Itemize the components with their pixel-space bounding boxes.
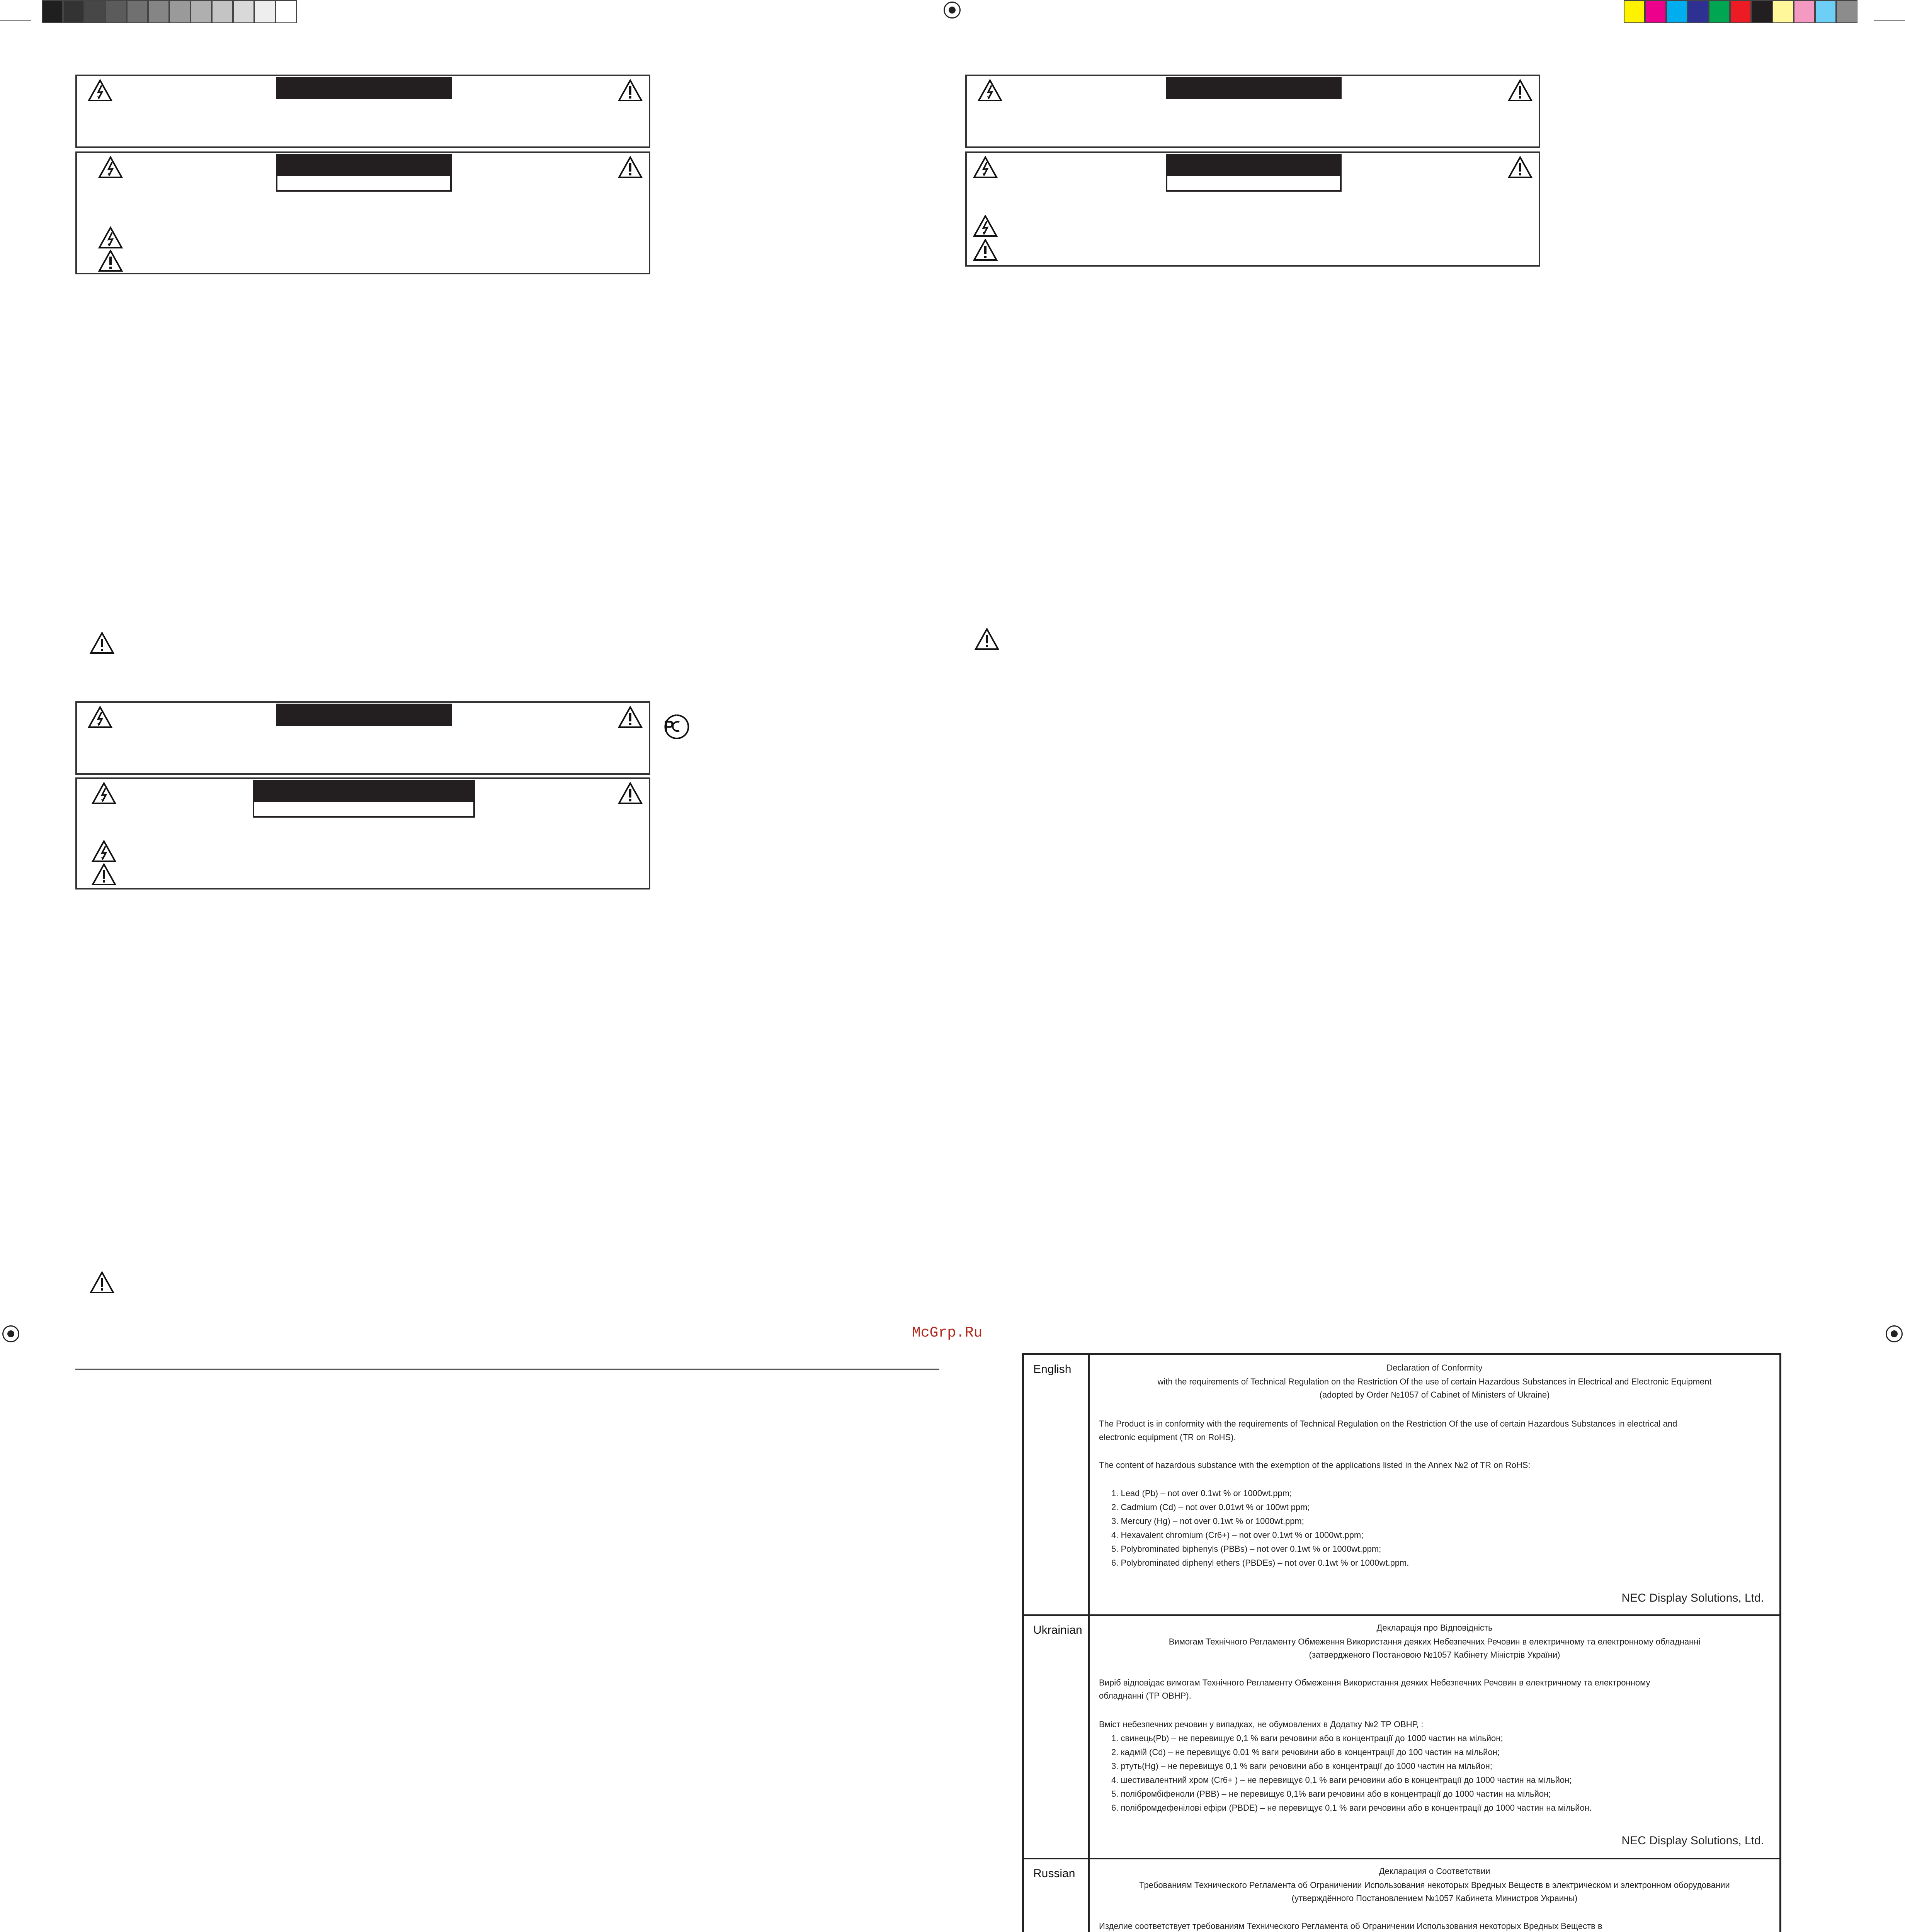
color-swatch: [1794, 0, 1815, 23]
gray-swatch: [105, 0, 127, 23]
list-item: 6. Polybrominated diphenyl ethers (PBDEs) – not over 0.1wt % or 1000wt.ppm.: [1111, 1558, 1409, 1568]
gray-swatch: [148, 0, 169, 23]
color-swatch: [1645, 0, 1666, 23]
warning-box: [75, 75, 650, 148]
declaration-content: [1090, 1616, 1779, 1858]
svg-text:P: P: [664, 718, 674, 735]
crop-mark: [1874, 20, 1905, 21]
declaration-title: Декларация о Соответствии: [1379, 1866, 1490, 1876]
electric-shock-icon: [92, 782, 116, 804]
watermark: McGrp.Ru: [912, 1325, 983, 1341]
signature: NEC Display Solutions, Ltd.: [1621, 1592, 1764, 1604]
electric-shock-icon: [98, 226, 123, 249]
warning-triangle-icon: [1508, 79, 1533, 102]
gray-swatch: [254, 0, 276, 23]
list-item: 4. шестивалентний хром (Cr6+ ) – не перевищує 0,1 % ваги речовини або в концентрації до 1000 частин на мільйон;: [1111, 1775, 1572, 1785]
language-label: Ukrainian: [1024, 1616, 1090, 1858]
registration-mark-right: [1886, 1325, 1903, 1342]
electric-shock-icon: [88, 706, 112, 728]
declaration-of-conformity-table: [1022, 1353, 1781, 1932]
declaration-paragraph: Изделие соответствует требованиям Технического Регламента об Ограничении Использования некоторых Вредных Веществ в: [1099, 1921, 1602, 1931]
list-item: 5. Polybrominated biphenyls (PBBs) – not over 0.1wt % or 1000wt.ppm;: [1111, 1544, 1381, 1554]
declaration-paragraph: The content of hazardous substance with the exemption of the applications listed in the Annex №2 of TR on RoHS:: [1099, 1460, 1531, 1470]
gray-swatch: [42, 0, 63, 23]
caution-label-bar: [253, 780, 475, 802]
list-item: 3. Mercury (Hg) – not over 0.1wt % or 1000wt.ppm;: [1111, 1516, 1304, 1526]
declaration-content: [1090, 1859, 1779, 1932]
list-item: 6. полібромдефенілові ефіри (PBDE) – не перевищує 0,1 % ваги речовини або в концентрації до 1000 частин на мільйон.: [1111, 1803, 1592, 1813]
language-label: Russian: [1024, 1859, 1090, 1932]
registration-mark-top: [944, 2, 961, 19]
declaration-paragraph: The Product is in conformity with the requirements of Technical Regulation on the Restriction Of the use of certain Hazardous Substances in electrical and: [1099, 1419, 1677, 1429]
electric-shock-icon: [88, 79, 112, 102]
pct-certification-icon: [661, 713, 693, 740]
caution-sublabel: [276, 175, 452, 192]
warning-triangle-icon: [98, 250, 123, 272]
declaration-paragraph: Виріб відповідає вимогам Технічного Регламенту Обмеження Використання деяких Небезпечних Речовин в електричному та електронному: [1099, 1678, 1650, 1687]
gray-swatch: [212, 0, 233, 23]
warning-label-bar: [276, 77, 452, 99]
declaration-paragraph: Вміст небезпечних речовин у випадках, не обумовлених в Додатку №2 ТР ОВНР, :: [1099, 1719, 1424, 1729]
declaration-subtitle: Требованиям Технического Регламента об Ограничении Использования некоторых Вредных Веществ в электрическом и электронном оборудовании: [1139, 1880, 1730, 1890]
grayscale-calibration-strip: [42, 0, 297, 23]
declaration-content: [1090, 1355, 1779, 1614]
warning-triangle-icon: [618, 79, 643, 102]
divider: [75, 1369, 939, 1370]
warning-triangle-icon: [618, 782, 643, 804]
declaration-subtitle: (затвердженого Постановою №1057 Кабінету Міністрів України): [1309, 1650, 1560, 1660]
list-item: 2. Cadmium (Cd) – not over 0.01wt % or 100wt ppm;: [1111, 1502, 1310, 1512]
caution-box: [75, 151, 650, 274]
warning-box: [75, 701, 650, 775]
registration-mark-left: [2, 1325, 19, 1342]
list-item: 1. свинець(Pb) – не перевищує 0,1 % ваги речовини або в концентрації до 1000 частин на мільйон;: [1111, 1733, 1503, 1743]
declaration-subtitle: (adopted by Order №1057 of Cabinet of Ministers of Ukraine): [1319, 1390, 1550, 1400]
color-swatch: [1836, 0, 1857, 23]
declaration-title: Декларація про Відповідність: [1376, 1623, 1493, 1633]
warning-triangle-icon: [90, 1271, 114, 1294]
declaration-subtitle: with the requirements of Technical Regulation on the Restriction Of the use of certain Hazardous Substances in Electrical and Electronic Equipment: [1157, 1377, 1712, 1386]
color-calibration-strip: [1624, 0, 1857, 23]
language-label: English: [1024, 1355, 1090, 1614]
warning-label-bar: [1166, 77, 1342, 99]
list-item: 3. ртуть(Hg) – не перевищує 0,1 % ваги речовини або в концентрації до 1000 частин на мільйон;: [1111, 1761, 1492, 1771]
caution-label-bar: [276, 154, 452, 176]
list-item: 4. Hexavalent chromium (Cr6+) – not over 0.1wt % or 1000wt.ppm;: [1111, 1530, 1364, 1540]
electric-shock-icon: [973, 215, 998, 237]
list-item: 2. кадмій (Cd) – не перевищує 0,01 % ваги речовини або в концентрації до 100 частин на мільйон;: [1111, 1747, 1500, 1757]
caution-sublabel: [1166, 175, 1342, 192]
caution-label-bar: [1166, 154, 1342, 176]
caution-sublabel: [253, 801, 475, 818]
signature: NEC Display Solutions, Ltd.: [1621, 1834, 1764, 1847]
color-swatch: [1709, 0, 1730, 23]
color-swatch: [1730, 0, 1751, 23]
gray-swatch: [169, 0, 190, 23]
warning-triangle-icon: [90, 632, 114, 654]
color-swatch: [1751, 0, 1772, 23]
color-swatch: [1624, 0, 1645, 23]
list-item: 5. полібромбіфеноли (PBB) – не перевищує 0,1% ваги речовини або в концентрації до 1000 частин на мільйон;: [1111, 1789, 1551, 1799]
color-swatch: [1772, 0, 1794, 23]
electric-shock-icon: [98, 156, 123, 179]
color-swatch: [1687, 0, 1709, 23]
warning-label-bar: [276, 704, 452, 726]
warning-triangle-icon: [92, 863, 116, 886]
warning-triangle-icon: [975, 628, 999, 650]
declaration-paragraph: обладнанні (ТР ОВНР).: [1099, 1691, 1191, 1701]
gray-swatch: [190, 0, 212, 23]
caution-box: [75, 777, 650, 889]
electric-shock-icon: [978, 79, 1002, 102]
warning-triangle-icon: [618, 706, 643, 728]
crop-mark: [0, 20, 31, 21]
declaration-title: Declaration of Conformity: [1386, 1363, 1483, 1372]
declaration-row-ukrainian: [1024, 1616, 1779, 1859]
gray-swatch: [127, 0, 148, 23]
declaration-row-english: [1024, 1355, 1779, 1616]
gray-swatch: [233, 0, 254, 23]
declaration-row-russian: [1024, 1859, 1779, 1932]
gray-swatch: [84, 0, 105, 23]
declaration-paragraph: electronic equipment (TR on RoHS).: [1099, 1432, 1236, 1442]
electric-shock-icon: [973, 156, 998, 179]
declaration-subtitle: Вимогам Технічного Регламенту Обмеження Використання деяких Небезпечних Речовин в електричному та електронному обладнанні: [1169, 1637, 1701, 1646]
color-swatch: [1815, 0, 1836, 23]
gray-swatch: [276, 0, 297, 23]
list-item: 1. Lead (Pb) – not over 0.1wt % or 1000wt.ppm;: [1111, 1488, 1292, 1498]
declaration-subtitle: (утверждённого Постановлением №1057 Кабинета Министров Украины): [1291, 1893, 1578, 1903]
caution-box: [965, 151, 1540, 267]
gray-swatch: [63, 0, 84, 23]
warning-triangle-icon: [973, 239, 998, 261]
warning-triangle-icon: [1508, 156, 1533, 179]
warning-triangle-icon: [618, 156, 643, 179]
electric-shock-icon: [92, 840, 116, 862]
color-swatch: [1666, 0, 1687, 23]
warning-box: [965, 75, 1540, 148]
